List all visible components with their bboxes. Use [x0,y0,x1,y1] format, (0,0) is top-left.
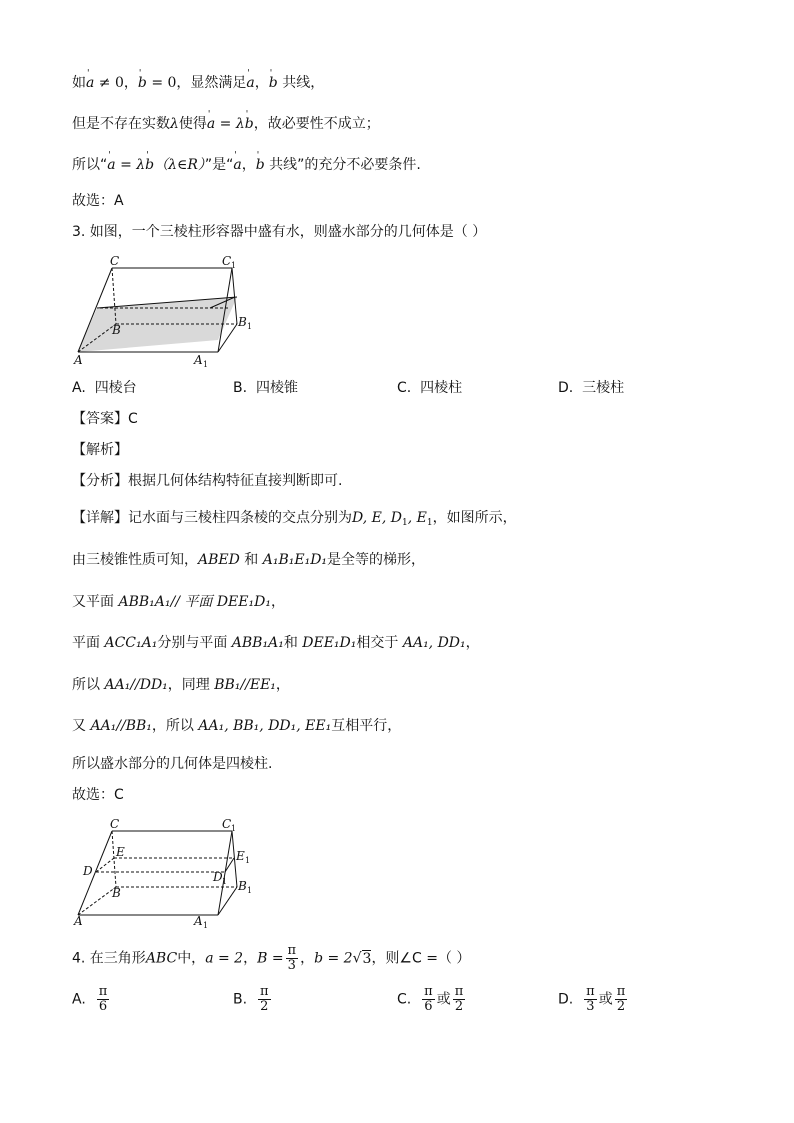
vector-a: ' a [246,73,254,93]
label-B1-sub: 1 [247,322,253,331]
text-segment: ，显然满足 [176,75,247,91]
math-lambda: λ [170,116,179,132]
q4-stem: 4. 在三角形ABC中，a = 2，B = $\frac{\pi}{3}$ ，b = 2√3，则∠C =（ ） [72,943,471,973]
vector-b: ' b [138,73,147,93]
vector-a: ' a [107,155,115,175]
vector-a: ' a [86,73,94,93]
q3-stem: 3. 如图，一个三棱柱形容器中盛有水，则盛水部分的几何体是（ ） [72,224,487,240]
vector-a: ' a [207,114,215,134]
label-B1: B [238,315,247,329]
math-condition: （λ∈R） [154,157,205,173]
vector-b: ' b [145,155,154,175]
q3-option-d: D. 三棱柱 [558,380,625,396]
label-A: A [74,914,83,928]
label-sub: 1 [222,877,228,886]
label-sub: 1 [245,856,251,865]
text-segment: 共线”的充分不必要条件. [264,157,421,173]
text-segment: ， [123,75,138,91]
label-sub: 1 [203,921,209,930]
vector-b: ' b [245,114,254,134]
label-A1: A [194,914,203,928]
label-C1: C [222,254,232,268]
math-segment: = λ [115,157,146,173]
math-segment: = λ [215,116,245,132]
vector-b: ' b [256,155,265,175]
math-segment: = 0 [146,75,177,91]
prism-figure-1 [70,252,270,372]
text-segment: 使得 [178,116,207,132]
label-A: A [74,353,83,367]
label-C1: C [222,817,232,831]
text-line-1 [72,73,324,93]
q3-step-7: 故选：C [72,787,124,803]
q3-step-1: 由三棱锥性质可知，ABED 和 A₁B₁E₁D₁是全等的梯形， [72,552,426,568]
vector-a: ' a [233,155,241,175]
q3-step-3: 平面 ACC₁A₁分别与平面 ABB₁A₁和 DEE₁D₁相交于 AA₁, DD₁， [72,635,480,651]
label-E1: E [236,849,245,863]
label-sub: 1 [231,824,237,833]
q3-step-2: 又平面 ABB₁A₁// 平面 DEE₁D₁， [72,594,285,610]
label-C: C [110,254,120,268]
q4-option-c: C. $\frac{\pi}{6}$ 或 $\frac{\pi}{2}$ [397,984,464,1014]
vector-b: ' b [269,73,278,93]
q3-option-c: C. 四棱柱 [397,380,463,396]
q4-option-b: B. $\frac{\pi}{2}$ [233,984,269,1014]
label-C1-sub: 1 [231,261,237,270]
math-segment: ≠ 0 [94,75,124,91]
q4-option-a: A. $\frac{\pi}{6}$ [72,984,108,1014]
text-segment: 所以“ [72,157,108,173]
text-segment: ”是“ [204,157,234,173]
q4-option-d: D. $\frac{\pi}{3}$ 或 $\frac{\pi}{2}$ [558,984,626,1014]
q3-answer: 【答案】C [72,411,138,427]
q3-xiangjie: 【详解】记水面与三棱柱四条棱的交点分别为D, E, $D_1$, $E_1$，如图所示， [72,510,517,528]
text-segment: ， [241,157,256,173]
prism-figure-2 [70,815,270,930]
label-A1-sub: 1 [203,360,209,369]
label-D1: D [213,870,223,884]
label-B: B [112,886,121,900]
q3-analysis-heading: 【解析】 [72,442,128,458]
label-A1: A [194,353,203,367]
q3-step-6: 所以盛水部分的几何体是四棱柱. [72,756,273,772]
text-line-3 [72,155,421,175]
text-segment: ，故必要性不成立； [253,116,380,132]
q3-option-b: B. 四棱锥 [233,380,298,396]
answer-choice-prev: 故选：A [72,193,124,209]
label-E: E [116,845,125,859]
q3-step-4: 所以 AA₁//DD₁，同理 BB₁//EE₁， [72,677,290,693]
label-D: D [83,864,93,878]
label-C: C [110,817,120,831]
label-sub: 1 [247,886,253,895]
text-segment: ， [254,75,269,91]
text-segment: 但是不存在实数 [72,116,170,132]
label-B1: B [238,879,247,893]
q3-option-a: A. 四棱台 [72,380,137,396]
label-B: B [112,323,121,337]
text-segment: 如 [72,75,86,91]
text-segment: 共线， [277,75,325,91]
text-line-2 [72,114,380,134]
q3-step-5: 又 AA₁//BB₁，所以 AA₁, BB₁, DD₁, EE₁互相平行， [72,718,402,734]
q3-fenxi: 【分析】根据几何体结构特征直接判断即可. [72,473,343,489]
